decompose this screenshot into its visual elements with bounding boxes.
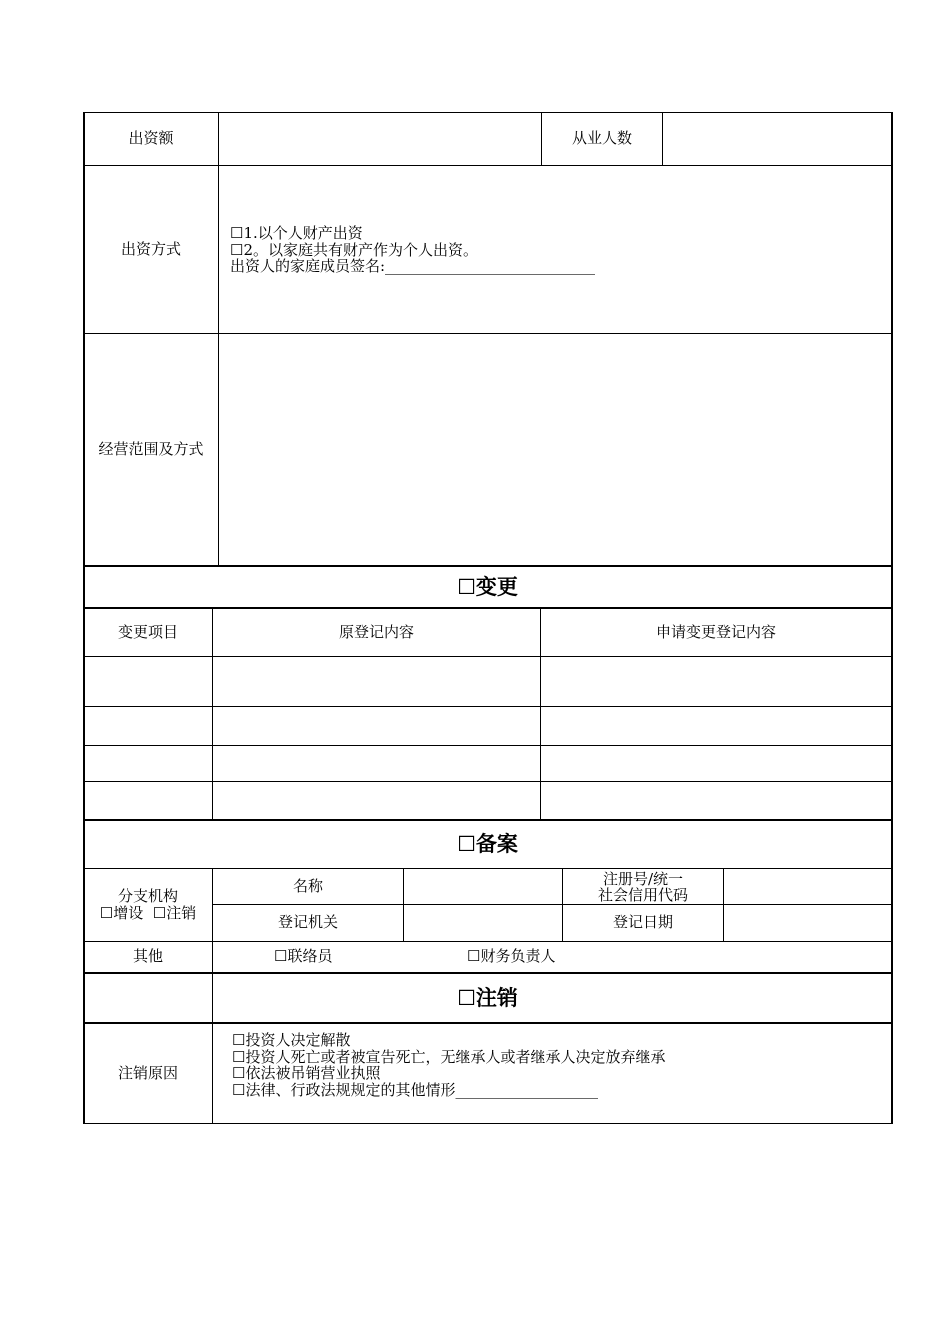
reason-other[interactable]: ☐法律、行政法规规定的其他情形___________________ (232, 1080, 598, 1099)
finance-option[interactable]: ☐财务负责人 (467, 947, 556, 966)
change-col-item: 变更项目 (117, 622, 178, 641)
change-row-3-item[interactable] (84, 746, 212, 781)
branch-name-field[interactable] (404, 869, 562, 904)
regno-label-line2: 社会信用代码 (597, 885, 688, 904)
date-field[interactable] (724, 905, 891, 941)
branch-name-label: 名称 (292, 876, 323, 895)
change-row-3-new[interactable] (541, 746, 891, 781)
method-options (230, 225, 595, 275)
employees-label: 从业人数 (571, 128, 632, 147)
change-col-original: 原登记内容 (338, 622, 414, 641)
change-row-4-item[interactable] (84, 782, 212, 819)
branch-label-title: 分支机构 (117, 886, 178, 905)
authority-field[interactable] (404, 905, 562, 941)
method-option-personal[interactable]: ☐1.以个人财产出资 (230, 224, 363, 242)
filing-section-title[interactable]: ☐备案 (457, 832, 518, 857)
change-row-1-original[interactable] (213, 657, 540, 706)
cancel-section-title[interactable]: ☐注销 (457, 985, 518, 1010)
date-label: 登记日期 (612, 913, 673, 932)
scope-field[interactable] (219, 334, 891, 565)
reason-death[interactable]: ☐投资人死亡或者被宣告死亡，无继承人或者继承人决定放弃继承 (232, 1047, 666, 1066)
other-label: 其他 (132, 947, 163, 966)
cancel-reason-label: 注销原因 (117, 1063, 178, 1082)
change-row-4-original[interactable] (213, 782, 540, 819)
regno-label (563, 869, 723, 904)
employees-field[interactable] (663, 112, 891, 165)
scope-label: 经营范围及方式 (98, 439, 204, 458)
change-col-new: 申请变更登记内容 (655, 622, 776, 641)
branch-label (84, 869, 212, 941)
amount-label: 出资额 (128, 128, 174, 147)
method-option-family[interactable]: ☐2。以家庭共有财产作为个人出资。 (230, 240, 478, 259)
change-row-2-new[interactable] (541, 707, 891, 745)
family-signature-line[interactable]: 出资人的家庭成员签名:____________________________ (230, 257, 596, 275)
table-bottom-border (83, 1123, 893, 1124)
change-row-1-item[interactable] (84, 657, 212, 706)
method-label: 出资方式 (120, 239, 181, 258)
reason-revoked[interactable]: ☐依法被吊销营业执照 (232, 1064, 381, 1082)
change-row-1-new[interactable] (541, 657, 891, 706)
change-row-2-item[interactable] (84, 707, 212, 745)
amount-field[interactable] (219, 112, 541, 165)
regno-field[interactable] (724, 869, 891, 904)
branch-options[interactable]: ☐增设 ☐注销 (99, 904, 197, 922)
change-section-title[interactable]: ☐变更 (457, 574, 518, 599)
cancel-reasons (232, 1032, 665, 1098)
change-row-3-original[interactable] (213, 746, 540, 781)
regno-label-line1: 注册号/统一 (602, 869, 684, 888)
liaison-option[interactable]: ☐联络员 (274, 947, 333, 966)
authority-label: 登记机关 (277, 913, 338, 932)
reason-dissolve[interactable]: ☐投资人决定解散 (232, 1031, 351, 1049)
change-row-4-new[interactable] (541, 782, 891, 819)
change-row-2-original[interactable] (213, 707, 540, 745)
